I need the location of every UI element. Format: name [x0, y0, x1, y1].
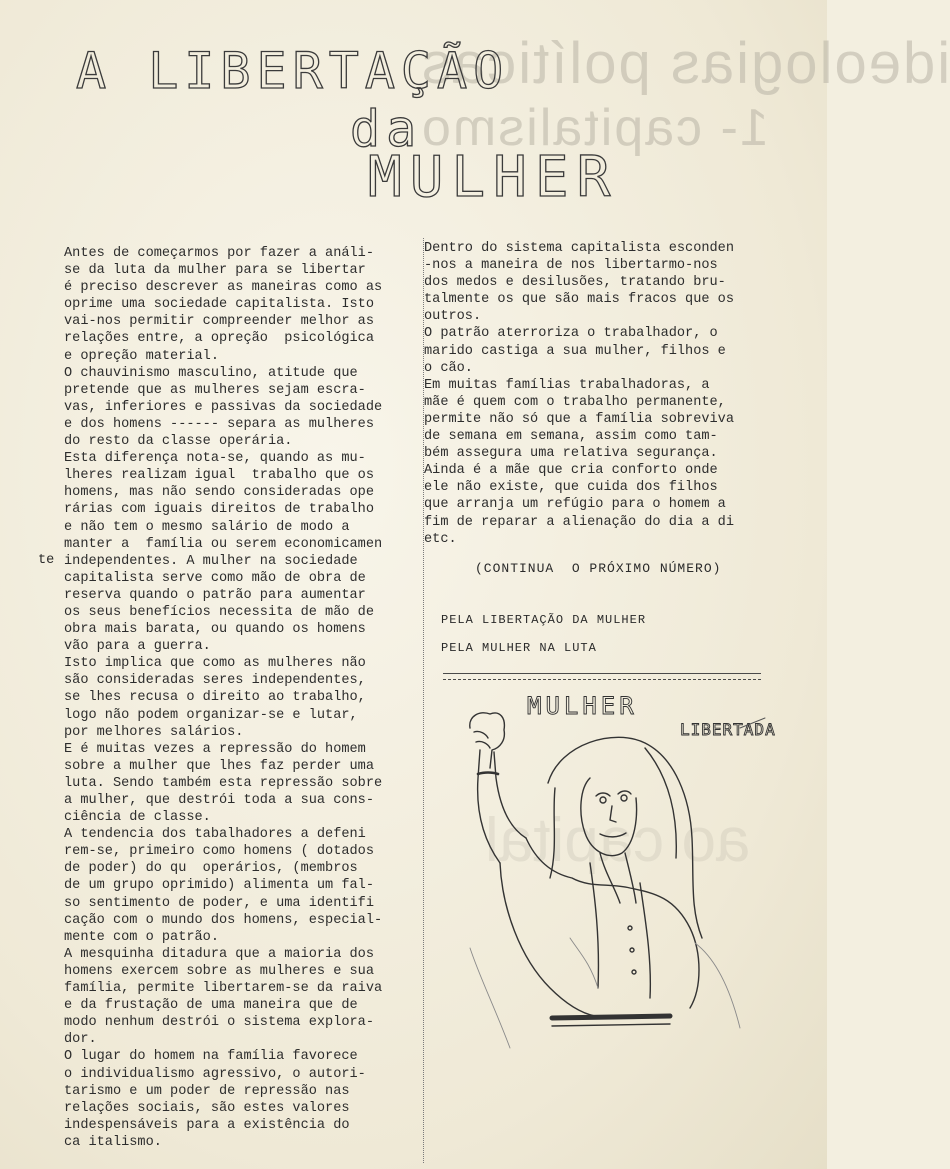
text-line: e da frustação de uma maneira que de [64, 998, 358, 1014]
text-line: permite não só que a família sobreviva [424, 411, 734, 427]
text-line: Antes de começarmos por fazer a análi- [64, 246, 374, 261]
text-line: A mesquinha ditadura que a maioria dos [64, 946, 374, 962]
text-line: dos medos e desilusões, tratando bru- [424, 275, 726, 291]
text-line: ele não existe, que cuida dos filhos [424, 480, 718, 496]
text-line: oprime uma sociedade capitalista. Isto [64, 297, 374, 313]
raised-fist-woman-drawing [440, 688, 780, 1068]
title-line-1: A LIBERTAÇÃO [76, 42, 510, 100]
text-line: modo nenhum destrói o sistema explora- [64, 1015, 374, 1031]
text-line: é preciso descrever as maneiras como as [64, 280, 383, 296]
text-line: etc. [424, 531, 457, 547]
text-line: A tendencia dos tabalhadores a defeni [64, 827, 366, 843]
text-line: são consideradas seres independentes, [64, 673, 366, 689]
text-line: O patrão aterroriza o trabalhador, o [424, 326, 718, 342]
text-line: capitalista serve como mão de obra de [64, 570, 366, 586]
text-line: rem-se, primeiro como homens ( dotados [64, 844, 374, 860]
slogan-2: PELA MULHER NA LUTA [441, 641, 597, 655]
continuation-note: (CONTINUA O PRÓXIMO NÚMERO) [475, 561, 722, 576]
bleed-through-text: ao capital [485, 806, 751, 875]
text-line: Ainda é a mãe que cria conforto onde [424, 463, 718, 479]
text-line: so sentimento de poder, e uma identifi [64, 895, 374, 911]
text-line: O lugar do homem na família favorece [64, 1049, 358, 1065]
text-line: independentes. A mulher na sociedade [64, 553, 358, 569]
divider-rule [443, 679, 761, 680]
divider-rule [443, 673, 761, 674]
bleed-through-text: ideologias políticas [420, 31, 950, 96]
text-line: pretende que as mulheres sejam escra- [64, 382, 366, 398]
text-line: o individualismo agressivo, o autori- [64, 1066, 366, 1082]
text-line: e opreção material. [64, 348, 219, 364]
text-line: vão para a guerra. [64, 639, 211, 655]
text-line: vai-nos permitir compreender melhor as [64, 314, 374, 330]
text-line: vas, inferiores e passivas da sociedade [64, 399, 383, 415]
text-line: de poder) do qu operários, (membros [64, 861, 358, 877]
text-line: Dentro do sistema capitalista esconden [424, 241, 734, 256]
text-line: homens exercem sobre as mulheres e sua [64, 963, 374, 979]
text-line: bém assegura uma relativa segurança. [424, 446, 718, 462]
right-column [424, 241, 769, 549]
text-line: de semana em semana, assim como tam- [424, 429, 718, 445]
text-line: mente com o patrão. [64, 929, 219, 945]
left-column [64, 246, 419, 1152]
text-line: tarismo e um poder de repressão nas [64, 1083, 350, 1099]
text-line: o cão. [424, 360, 473, 376]
text-line: que arranja um refúgio para o homem a [424, 497, 726, 513]
drawing-label-libertada: LIBERTADA [680, 720, 776, 739]
text-line: fim de reparar a alienação do dia a di [424, 514, 734, 530]
text-line: ca italismo. [64, 1134, 162, 1150]
text-line: e dos homens ------ separa as mulheres [64, 416, 374, 432]
text-line: cação com o mundo dos homens, especial- [64, 912, 383, 928]
text-line: e não tem o mesmo salário de modo a [64, 519, 350, 535]
text-line: E é muitas vezes a repressão do homem [64, 741, 366, 757]
text-line: os seus benefícios necessita de mão de [64, 604, 374, 620]
text-line: de um grupo oprimido) alimenta um fal- [64, 878, 374, 894]
text-line: rárias com iguais direitos de trabalho [64, 502, 374, 518]
text-line: do resto da classe operária. [64, 434, 293, 450]
text-line: Esta diferença nota-se, quando as mu- [64, 451, 366, 467]
text-line: se da luta da mulher para se libertar [64, 263, 366, 279]
text-line: indespensáveis para a existência do [64, 1117, 350, 1133]
text-line: relações sociais, são estes valores [64, 1100, 350, 1116]
slogan-1: PELA LIBERTAÇÃO DA MULHER [441, 613, 647, 627]
text-line: ciência de classe. [64, 810, 211, 826]
text-line: lheres realizam igual trabalho que os [64, 468, 374, 484]
text-line: sobre a mulher que lhes faz perder uma [64, 758, 374, 774]
title-line-3: MULHER [368, 145, 619, 210]
text-line: por melhores salários. [64, 724, 244, 740]
margin-note: te [38, 553, 55, 568]
bleed-through-text: 1- capitalismo [420, 99, 769, 157]
drawing-label-mulher: MULHER [527, 692, 638, 720]
text-line: Isto implica que como as mulheres não [64, 656, 366, 672]
title-line-2: da [350, 100, 423, 158]
text-line: se lhes recusa o direito ao trabalho, [64, 690, 366, 706]
text-line: logo não podem organizar-se e lutar, [64, 707, 358, 723]
text-line: luta. Sendo também esta repressão sobre [64, 775, 383, 791]
text-line: homens, mas não sendo consideradas ope [64, 485, 374, 501]
text-line: mãe é quem com o trabalho permanente, [424, 394, 726, 410]
text-line: família, permite libertarem-se da raiva [64, 981, 383, 997]
text-line: talmente os que são mais fracos que os [424, 292, 734, 308]
text-line: outros. [424, 309, 482, 325]
text-line: obra mais barata, ou quando os homens [64, 622, 366, 638]
text-line: relações entre, a opreção psicológica [64, 331, 374, 347]
text-line: O chauvinismo masculino, atitude que [64, 365, 358, 381]
text-line: marido castiga a sua mulher, filhos e [424, 343, 726, 359]
text-line: dor. [64, 1032, 97, 1048]
text-line: manter a família ou serem economicamen [64, 536, 383, 552]
text-line: Em muitas famílias trabalhadoras, a [424, 377, 710, 393]
text-line: a mulher, que destrói toda a sua cons- [64, 793, 374, 808]
text-line: reserva quando o patrão para aumentar [64, 587, 366, 603]
text-line: -nos a maneira de nos libertarmo-nos [424, 258, 718, 274]
